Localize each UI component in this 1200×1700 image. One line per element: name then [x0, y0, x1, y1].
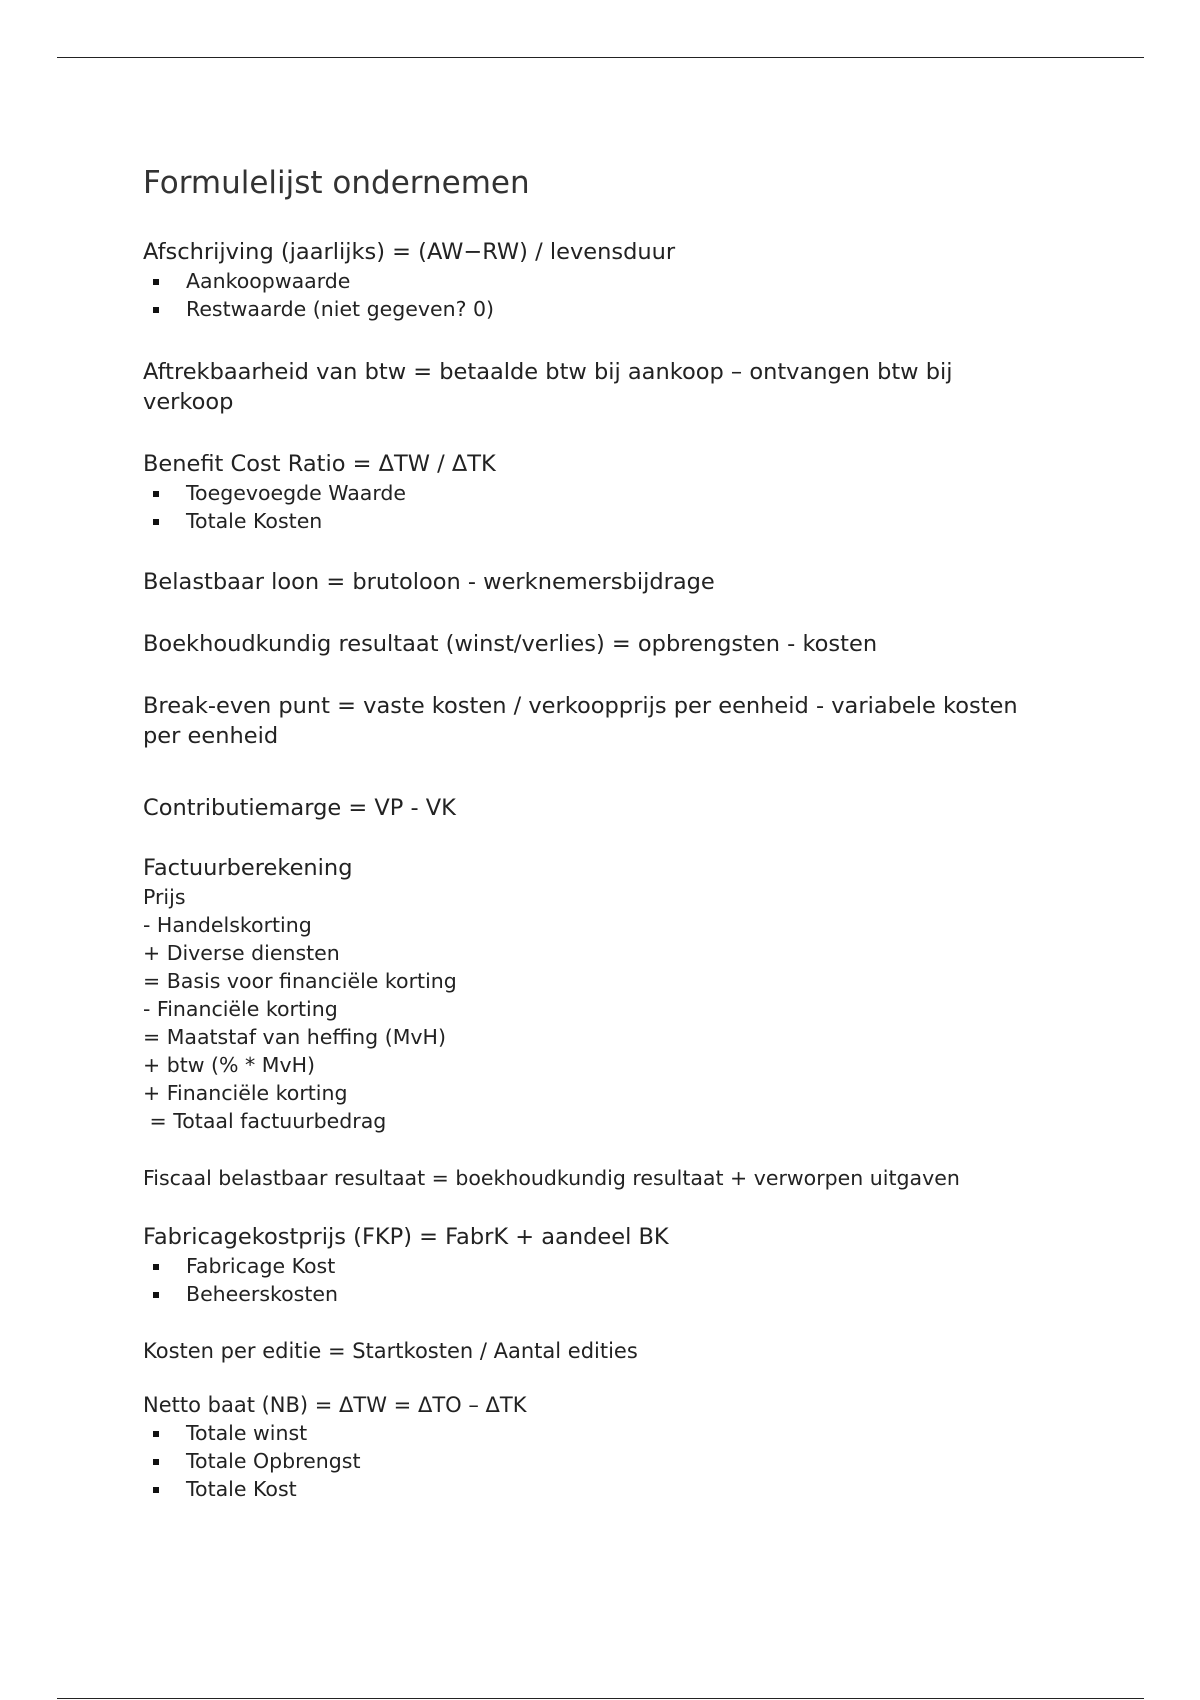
calc-line: Prijs — [143, 885, 186, 909]
formula-break-even: Break-even punt = vaste kosten / verkoopprijs per eenheid - variabele kosten per eenheid — [143, 693, 1018, 749]
list-item: Toegevoegde Waarde — [143, 479, 1043, 507]
list-item: Restwaarde (niet gegeven? 0) — [143, 295, 1043, 323]
list-item: Totale Opbrengst — [143, 1447, 1043, 1475]
formula-boekhoudkundig: Boekhoudkundig resultaat (winst/verlies) = opbrengsten - kosten — [143, 631, 878, 657]
formula-contributiemarge: Contributiemarge = VP - VK — [143, 795, 456, 821]
section-bcr — [143, 449, 1043, 535]
list-item: Beheerskosten — [143, 1280, 1043, 1308]
page-title: Formulelijst ondernemen — [143, 165, 530, 201]
invoice-calculation — [143, 883, 1043, 1135]
formula-belastbaar-loon: Belastbaar loon = brutoloon - werknemersbijdrage — [143, 569, 715, 595]
heading-factuurberekening: Factuurberekening — [143, 855, 353, 881]
calc-line: - Handelskorting — [143, 913, 312, 937]
bullet-list — [143, 479, 1043, 535]
list-item: Totale winst — [143, 1419, 1043, 1447]
list-item: Totale Kost — [143, 1475, 1043, 1503]
list-item: Fabricage Kost — [143, 1252, 1043, 1280]
footer-rule — [57, 1698, 1144, 1699]
calc-line: + Financiële korting — [143, 1081, 348, 1105]
formula-afschrijving: Afschrijving (jaarlijks) = (AW−RW) / levensduur — [143, 239, 676, 265]
calc-line: + btw (% * MvH) — [143, 1053, 316, 1077]
formula-netto-baat: Netto baat (NB) = ΔTW = ΔTO – ΔTK — [143, 1393, 527, 1417]
bullet-list — [143, 1419, 1043, 1503]
calc-line: = Totaal factuurbedrag — [143, 1109, 387, 1133]
bullet-list — [143, 267, 1043, 323]
section-factuur — [143, 853, 1043, 1135]
section-fkp — [143, 1222, 1043, 1308]
header-rule — [57, 57, 1144, 58]
calc-line: = Basis voor financiële korting — [143, 969, 457, 993]
formula-btw: Aftrekbaarheid van btw = betaalde btw bij aankoop – ontvangen btw bij verkoop — [143, 359, 953, 415]
calc-line: = Maatstaf van heffing (MvH) — [143, 1025, 446, 1049]
calc-line: - Financiële korting — [143, 997, 338, 1021]
formula-fkp: Fabricagekostprijs (FKP) = FabrK + aandeel BK — [143, 1224, 669, 1250]
formula-kosten-editie: Kosten per editie = Startkosten / Aantal edities — [143, 1339, 638, 1363]
formula-fiscaal: Fiscaal belastbaar resultaat = boekhoudkundig resultaat + verworpen uitgaven — [143, 1166, 960, 1190]
formula-bcr: Benefit Cost Ratio = ΔTW / ΔTK — [143, 451, 496, 477]
calc-line: + Diverse diensten — [143, 941, 340, 965]
section-afschrijving — [143, 237, 1043, 323]
section-netto-baat — [143, 1391, 1043, 1503]
list-item: Aankoopwaarde — [143, 267, 1043, 295]
bullet-list — [143, 1252, 1043, 1308]
list-item: Totale Kosten — [143, 507, 1043, 535]
